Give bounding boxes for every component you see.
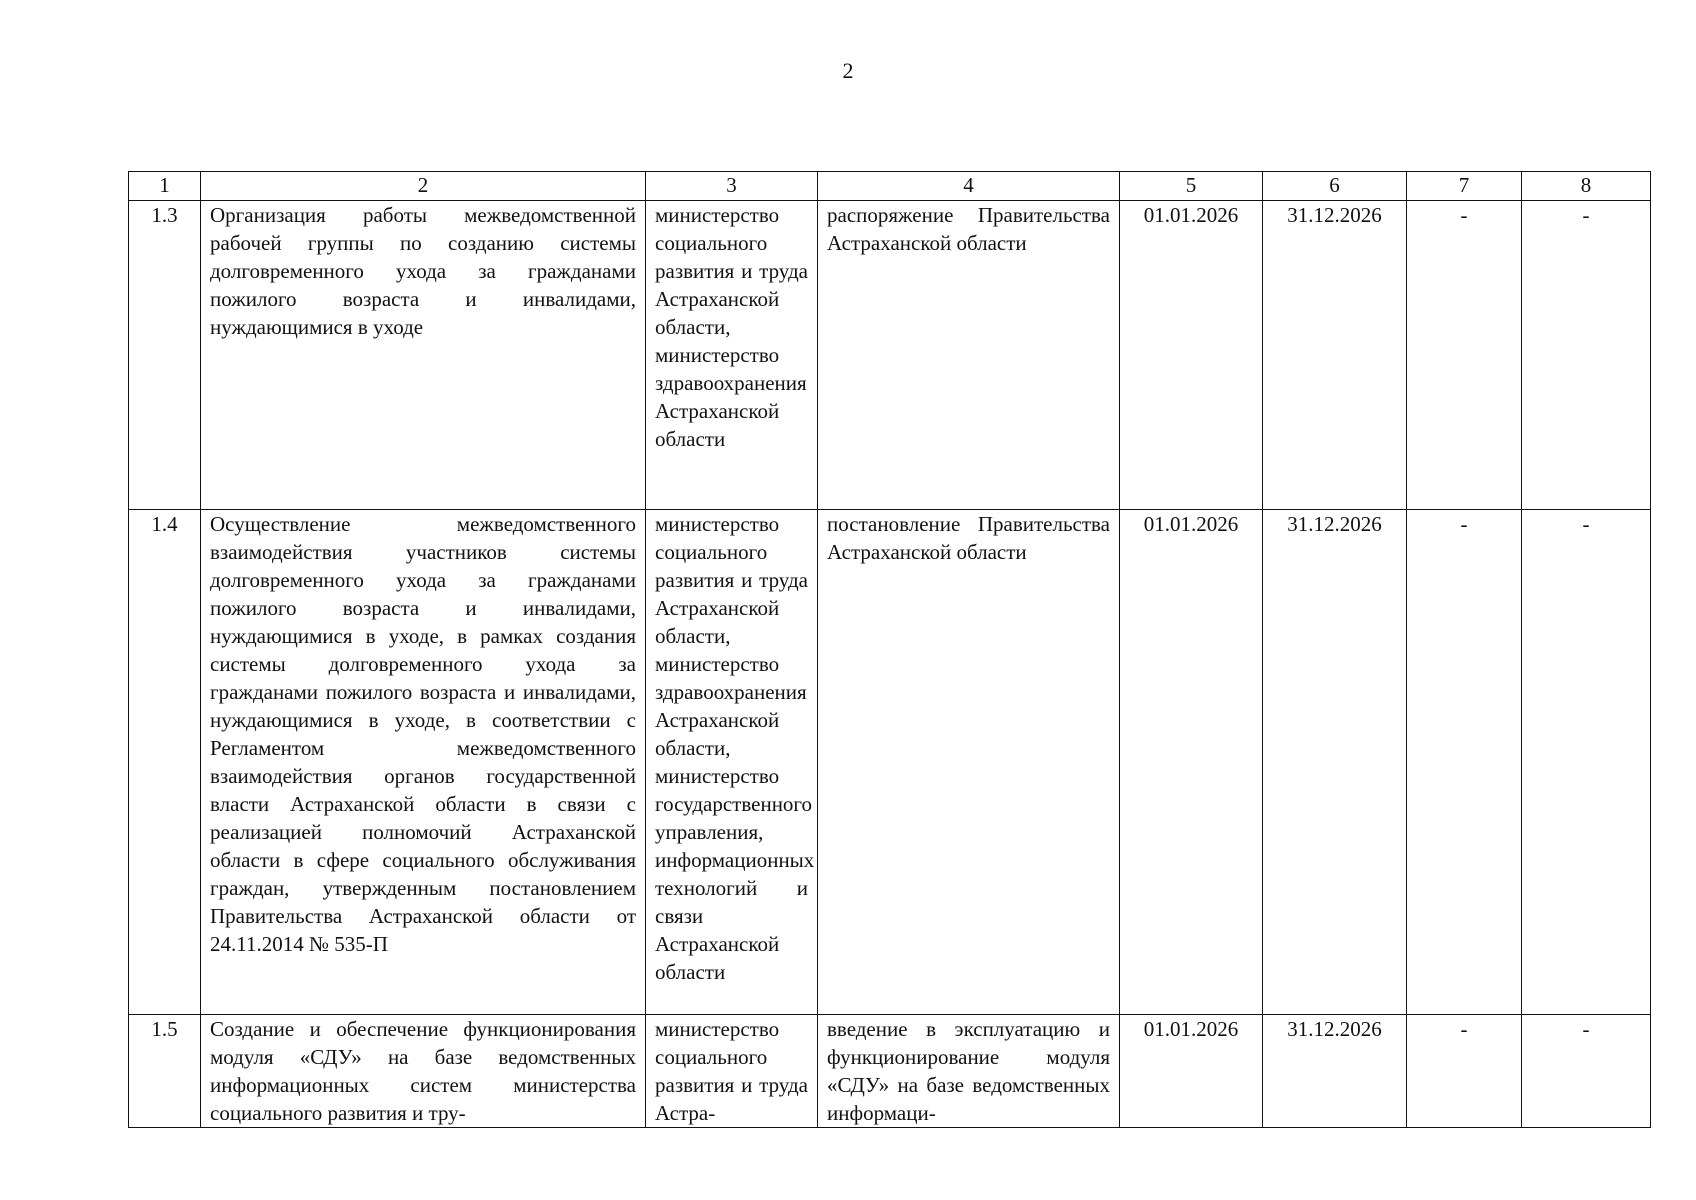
column-7-cell: - (1407, 510, 1522, 1015)
result-cell: постановление Правительства Астраханской области (818, 510, 1120, 1015)
column-header: 1 (129, 172, 201, 201)
result-cell: распоряжение Правительства Астраханской области (818, 201, 1120, 510)
column-header: 3 (646, 172, 818, 201)
table-row (129, 201, 1651, 510)
end-date-cell: 31.12.2026 (1263, 1015, 1407, 1128)
table-row (129, 1015, 1651, 1128)
executor-cell: министерство социального развития и труда Астраханской области, министерство здравоохранения Астраханской области, министерство государственного управления, информационных технологий и связи Астраханской области (646, 510, 818, 1015)
row-number: 1.5 (129, 1015, 201, 1128)
activity-cell: Осуществление межведомственного взаимодействия участников системы долговременного ухода за гражданами пожилого возраста и инвалидами, нуждающимися в уходе, в рамках создания системы долговременного ухода за гражданами пожилого возраста и инвалидами, нуждающимися в уходе, в соответствии с Регламентом межведомственного взаимодействия органов государственной власти Астраханской области в связи с реализацией полномочий Астраханской области в сфере социального обслуживания граждан, утвержденным постановлением Правительства Астраханской области от 24.11.2014 № 535-П (201, 510, 646, 1015)
column-header: 7 (1407, 172, 1522, 201)
page-number: 2 (842, 58, 854, 83)
column-8-cell: - (1522, 201, 1651, 510)
row-number: 1.4 (129, 510, 201, 1015)
executor-cell: министерство социального развития и труда Астра- (646, 1015, 818, 1128)
column-header: 2 (201, 172, 646, 201)
start-date-cell: 01.01.2026 (1120, 1015, 1263, 1128)
column-header: 8 (1522, 172, 1651, 201)
row-number: 1.3 (129, 201, 201, 510)
activity-cell: Организация работы межведомственной рабочей группы по созданию системы долговременного ухода за гражданами пожилого возраста и инвалидами, нуждающимися в уходе (201, 201, 646, 510)
executor-cell: министерство социального развития и труда Астраханской области, министерство здравоохранения Астраханской области (646, 201, 818, 510)
start-date-cell: 01.01.2026 (1120, 510, 1263, 1015)
column-header: 6 (1263, 172, 1407, 201)
start-date-cell: 01.01.2026 (1120, 201, 1263, 510)
column-7-cell: - (1407, 1015, 1522, 1128)
end-date-cell: 31.12.2026 (1263, 510, 1407, 1015)
column-7-cell: - (1407, 201, 1522, 510)
table-row (129, 510, 1651, 1015)
plan-table (128, 171, 1651, 1128)
column-header: 5 (1120, 172, 1263, 201)
column-8-cell: - (1522, 1015, 1651, 1128)
activity-cell: Создание и обеспечение функционирования модуля «СДУ» на базе ведомственных информационных систем министерства социального развития и тру- (201, 1015, 646, 1128)
column-8-cell: - (1522, 510, 1651, 1015)
end-date-cell: 31.12.2026 (1263, 201, 1407, 510)
result-cell: введение в эксплуатацию и функционирование модуля «СДУ» на базе ведомственных информаци- (818, 1015, 1120, 1128)
column-header: 4 (818, 172, 1120, 201)
column-number-row (129, 172, 1651, 201)
